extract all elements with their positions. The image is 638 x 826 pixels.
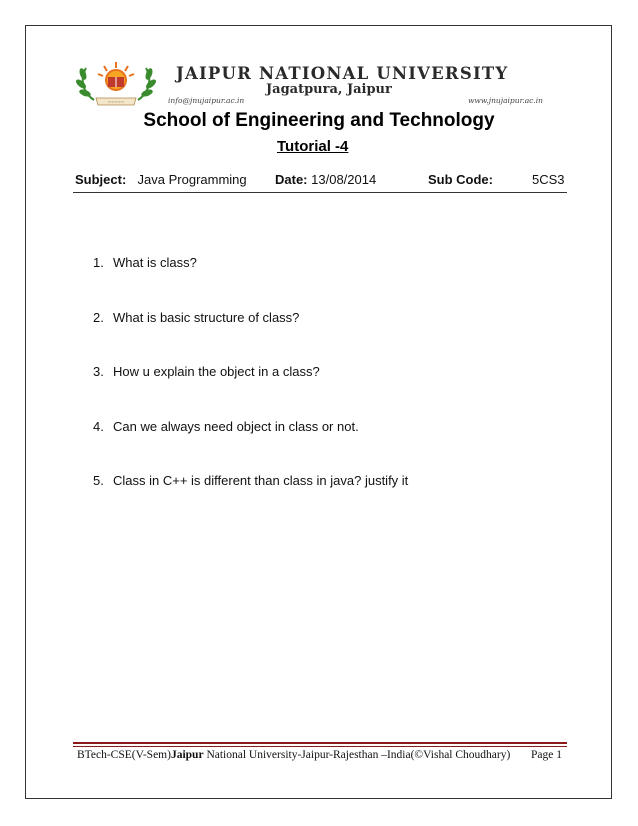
question-number: 1. xyxy=(93,255,104,270)
list-item xyxy=(93,473,553,528)
page-number: Page 1 xyxy=(531,749,562,761)
date-label: Date: xyxy=(275,172,308,187)
subcode-value: 5CS3 xyxy=(532,172,565,187)
university-website: www.jnujaipur.ac.in xyxy=(468,96,543,105)
university-crest-icon xyxy=(74,60,158,108)
university-name: JAIPUR NATIONAL UNIVERSITY xyxy=(176,64,509,83)
list-item xyxy=(93,310,553,365)
subject-field xyxy=(75,172,247,187)
question-number: 2. xyxy=(93,309,104,325)
tutorial-title: Tutorial -4 xyxy=(277,138,349,155)
question-text: Class in C++ is different than class in java? justify it xyxy=(113,473,409,488)
footer-rest: National University-Jaipur-Rajesthan –India(©Vishal Choudhary) xyxy=(203,749,511,761)
school-title: School of Engineering and Technology xyxy=(143,110,495,131)
subject-value: Java Programming xyxy=(137,172,247,187)
footer-prefix: BTech-CSE(V-Sem) xyxy=(77,749,171,761)
subject-label: Subject: xyxy=(75,172,127,187)
footer-text xyxy=(77,749,510,761)
question-text: What is class? xyxy=(113,255,197,270)
question-text: How u explain the object in a class? xyxy=(113,364,320,379)
question-number: 3. xyxy=(93,364,104,379)
question-text: Can we always need object in class or not. xyxy=(113,418,359,434)
question-number: 5. xyxy=(93,473,104,488)
footer-rule-thin xyxy=(73,746,567,747)
list-item xyxy=(93,255,553,310)
footer-bold: Jaipur xyxy=(170,749,204,761)
svg-text:~~~~~: ~~~~~ xyxy=(107,99,125,105)
university-email: info@jnujaipur.ac.in xyxy=(168,96,245,105)
subcode-label: Sub Code: xyxy=(428,172,493,187)
header-rule xyxy=(73,192,567,193)
question-number: 4. xyxy=(93,418,104,434)
date-value: 13/08/2014 xyxy=(311,172,377,187)
date-field xyxy=(275,172,376,187)
subcode-field xyxy=(428,172,493,187)
list-item xyxy=(93,419,553,474)
university-location: Jagatpura, Jaipur xyxy=(266,82,392,97)
question-text: What is basic structure of class? xyxy=(113,309,300,325)
footer-rule-thick xyxy=(73,742,567,744)
list-item xyxy=(93,364,553,419)
question-list xyxy=(93,255,553,528)
